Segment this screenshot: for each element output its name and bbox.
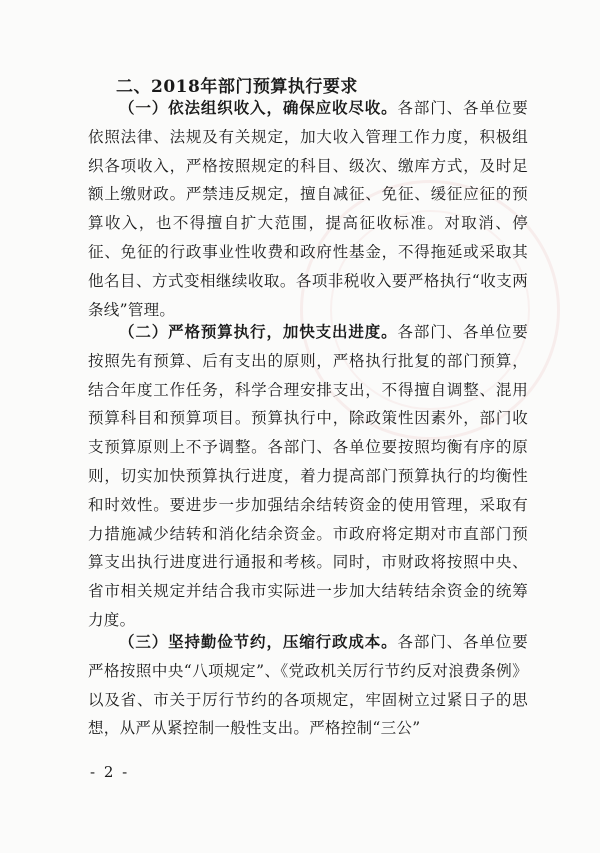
paragraph-3-body: 各部门、各单位要严格按照中央“八项规定”、《党政机关厉行节约反对浪费条例》以及省、市关于厉行节约的各项规定，牢固树立过紧日子的思想，从严从紧控制一般性支出。严格控制“三公”: [88, 633, 528, 738]
paragraph-3: [88, 628, 528, 743]
paragraph-3-lead: （三）坚持勤俭节约，压缩行政成本。: [119, 632, 398, 651]
paragraph-2: [88, 318, 528, 635]
paragraph-2-body: 各部门、各单位要按照先有预算、后有支出的原则，严格执行批复的部门预算，结合年度工作任务，科学合理安排支出，不得擅自调整、混用预算科目和预算项目。预算执行中，除政策性因素外，部门收支预算原则上不予调整。各部门、各单位要按照均衡有序的原则，切实加快预算执行进度，着力提高部门预算执行的均衡性和时效性。要进步一步加强结余结转资金的使用管理，采取有力措施减少结转和消化结余资金。市政府将定期对市直部门预算支出执行进度进行通报和考核。同时，市财政将按照中央、省市相关规定并结合我市实际进一步加大结转结余资金的统筹力度。: [88, 323, 528, 629]
page-number: - 2 -: [90, 763, 130, 781]
section-heading: 二、2018年部门预算执行要求: [116, 77, 358, 97]
paragraph-2-lead: （二）严格预算执行，加快支出进度。: [119, 322, 398, 341]
paragraph-1: [88, 94, 528, 324]
paragraph-1-lead: （一）依法组织收入，确保应收尽收。: [119, 98, 398, 117]
paragraph-1-body: 各部门、各单位要依照法律、法规及有关规定，加大收入管理工作力度，积极组织各项收入，严格按照规定的科目、级次、缴库方式，及时足额上缴财政。严禁违反规定，擅自减征、免征、缓征应征的预算收入，也不得擅自扩大范围，提高征收标准。对取消、停征、免征的行政事业性收费和政府性基金，不得拖延或采取其他名目、方式变相继续收取。各项非税收入要严格执行“收支两条线”管理。: [88, 99, 528, 319]
